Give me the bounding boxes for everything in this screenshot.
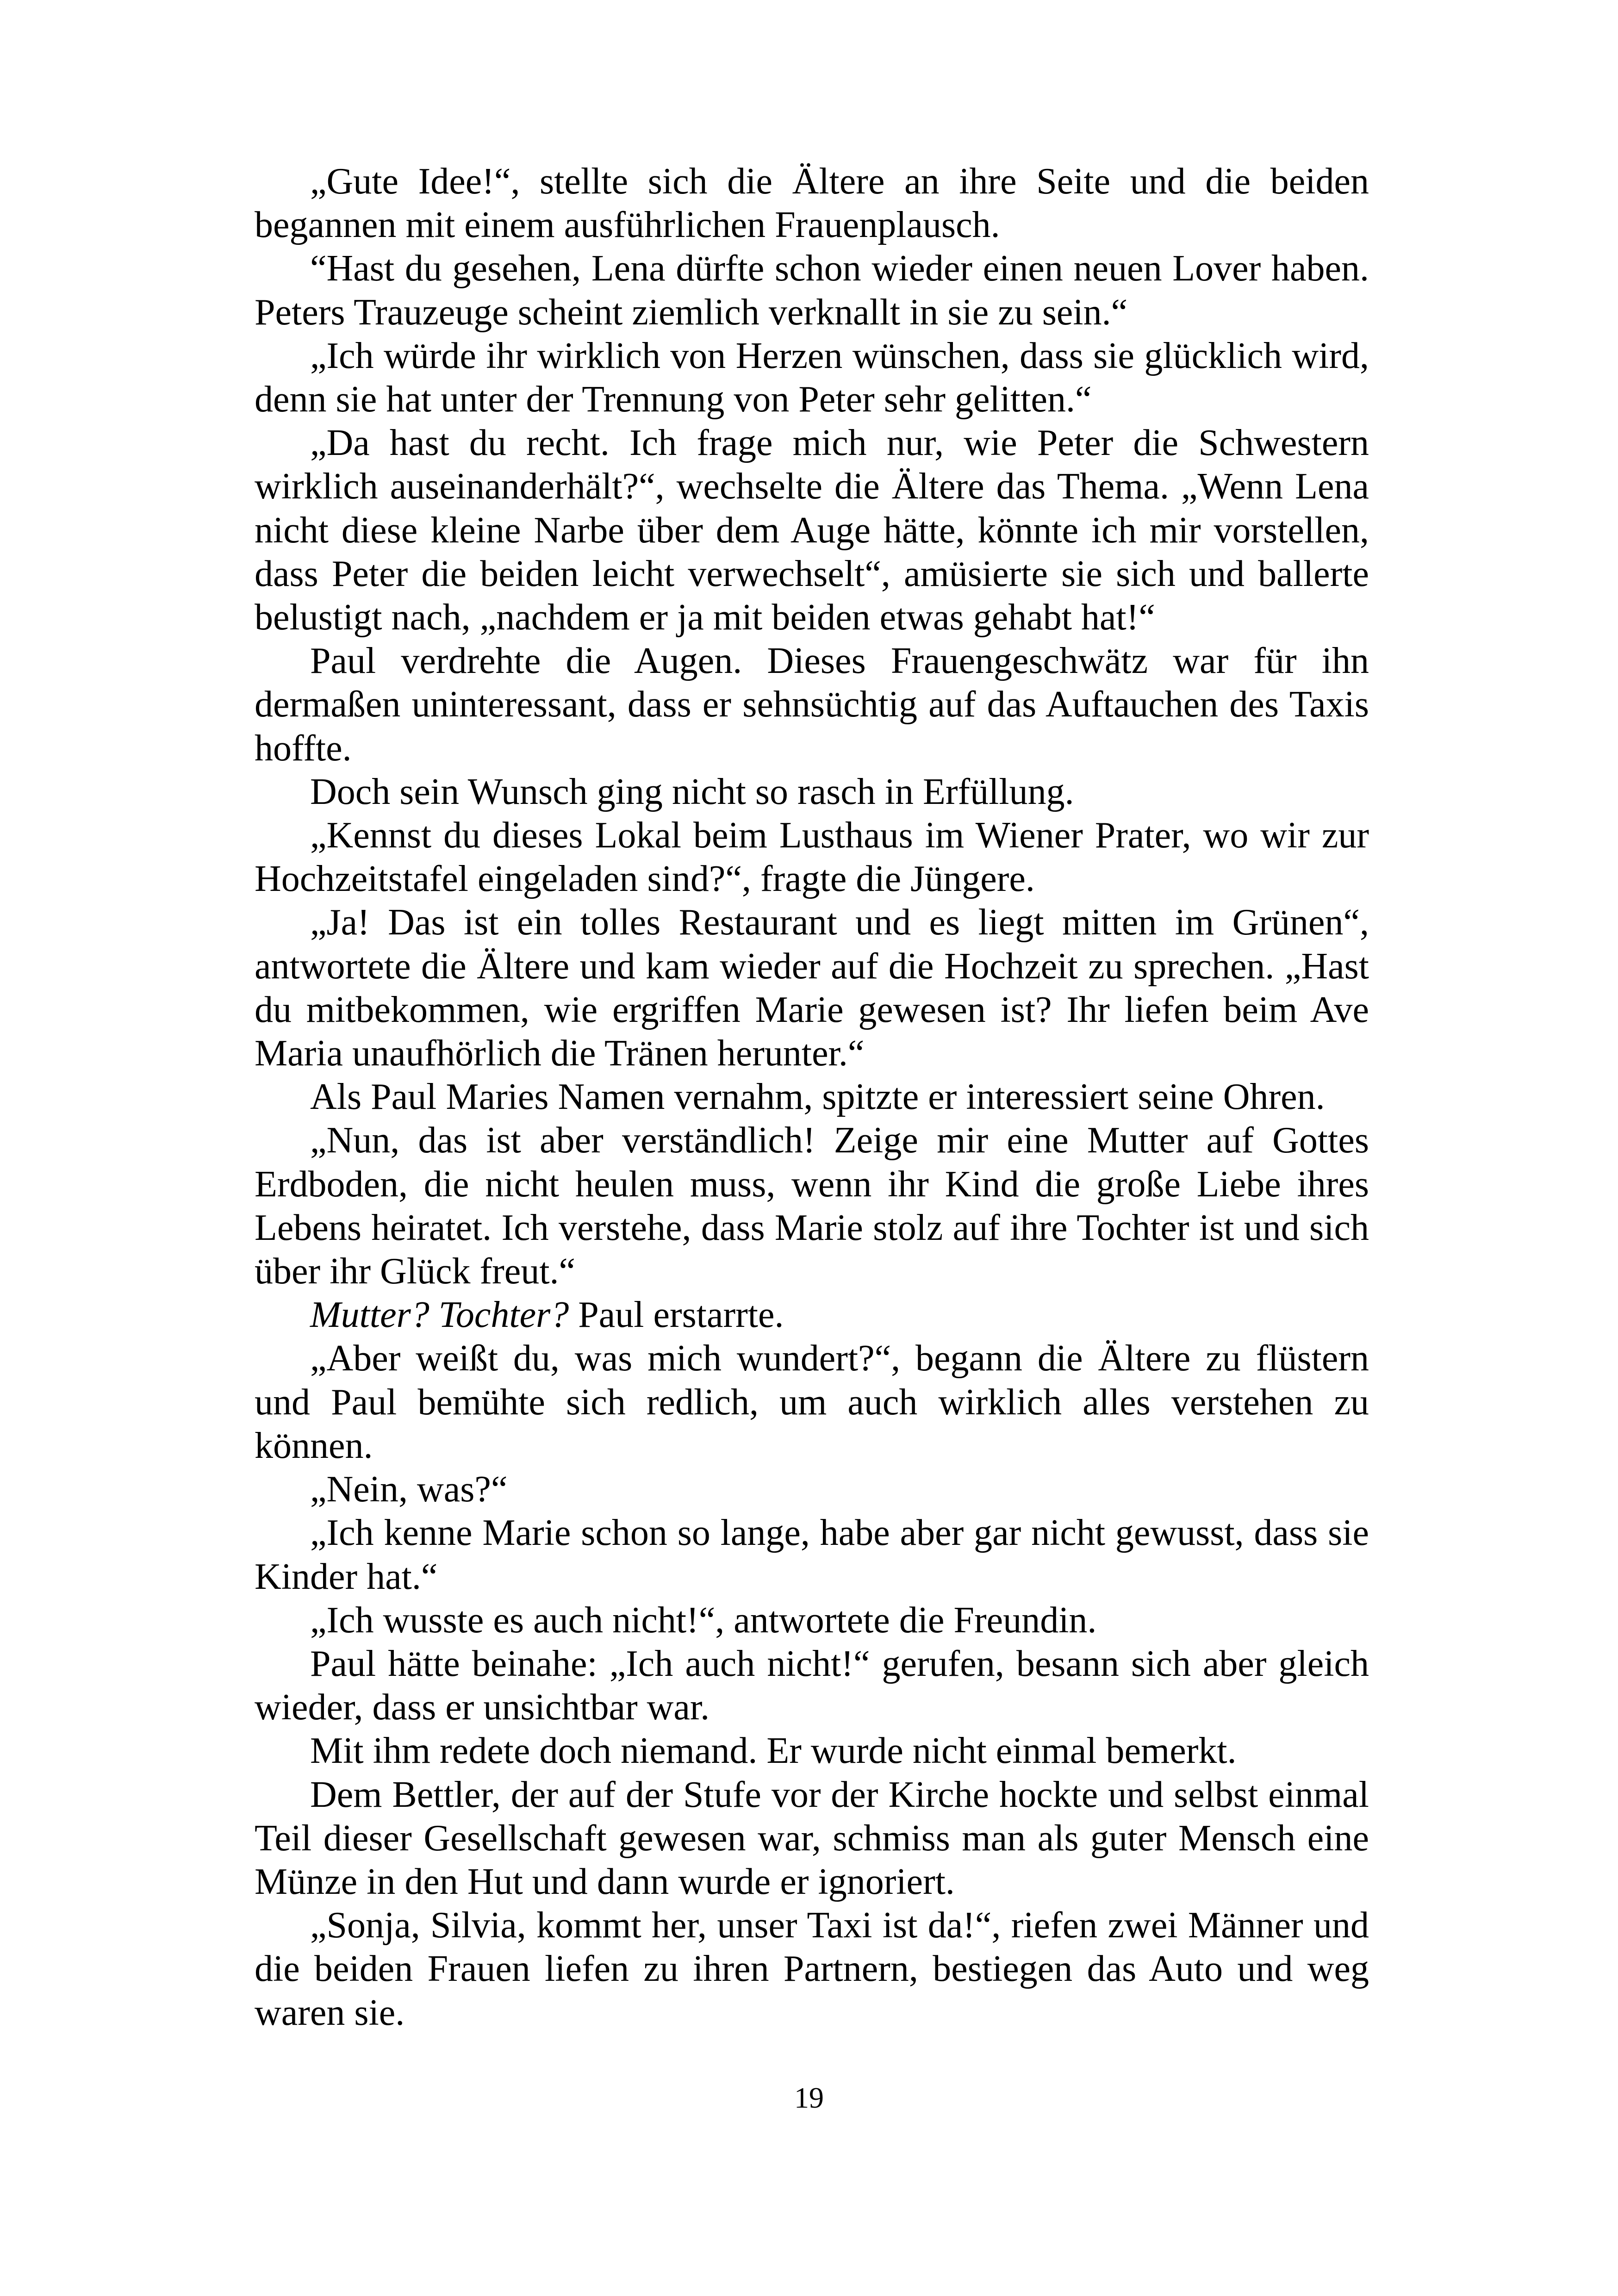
paragraph: „Nein, was?“ [310, 1469, 508, 1510]
paragraph-mixed [255, 1293, 1369, 1337]
body-text [255, 160, 1369, 2035]
paragraph-tail: Paul erstarrte. [569, 1294, 784, 1336]
paragraph: Paul hätte beinahe: „Ich auch nicht!“ gerufen, besann sich aber gleich wieder, dass er unsichtbar war. [255, 1643, 1369, 1728]
paragraph: „Aber weißt du, was mich wundert?“, begann die Ältere zu flüstern und Paul bemühte sich redlich, um auch wirklich alles verstehen zu können. [255, 1338, 1369, 1466]
paragraph: Dem Bettler, der auf der Stufe vor der Kirche hockte und selbst einmal Teil dieser Gesellschaft gewesen war, schmiss man als guter Mensch eine Münze in den Hut und dann wurde er ignoriert. [255, 1774, 1369, 1902]
paragraph: Als Paul Maries Namen vernahm, spitzte er interessiert seine Ohren. [310, 1076, 1325, 1118]
paragraph: „Sonja, Silvia, kommt her, unser Taxi ist da!“, riefen zwei Männer und die beiden Frauen liefen zu ihren Partnern, bestiegen das Auto und weg waren sie. [255, 1905, 1369, 2033]
italic-thought: Mutter? Tochter? [310, 1294, 569, 1336]
paragraph: „Nun, das ist aber verständlich! Zeige mir eine Mutter auf Gottes Erdboden, die nicht heulen muss, wenn ihr Kind die große Liebe ihres Lebens heiratet. Ich verstehe, dass Marie stolz auf ihre Tochter ist und sich über ihr Glück freut.“ [255, 1120, 1369, 1292]
paragraph: Mit ihm redete doch niemand. Er wurde nicht einmal bemerkt. [310, 1730, 1237, 1772]
paragraph: „Ich kenne Marie schon so lange, habe aber gar nicht gewusst, dass sie Kinder hat.“ [255, 1512, 1369, 1597]
paragraph: „Ja! Das ist ein tolles Restaurant und es liegt mitten im Grünen“, antwortete die Ältere und kam wieder auf die Hochzeit zu sprechen. „Hast du mitbekommen, wie ergriffen Marie gewesen ist? Ihr liefen beim Ave Maria unaufhörlich die Tränen herunter.“ [255, 902, 1369, 1074]
paragraph: „Da hast du recht. Ich frage mich nur, wie Peter die Schwestern wirklich auseinanderhält?“, wechselte die Ältere das Thema. „Wenn Lena nicht diese kleine Narbe über dem Auge hätte, könnte ich mir vorstellen, dass Peter die beiden leicht verwechselt“, amüsierte sie sich und ballerte belustigt nach, „nachdem er ja mit beiden etwas gehabt hat!“ [255, 423, 1369, 638]
paragraph: “Hast du gesehen, Lena dürfte schon wieder einen neuen Lover haben. Peters Trauzeuge scheint ziemlich verknallt in sie zu sein.“ [255, 248, 1369, 333]
paragraph: Doch sein Wunsch ging nicht so rasch in Erfüllung. [310, 771, 1074, 812]
paragraph: „Gute Idee!“, stellte sich die Ältere an ihre Seite und die beiden begannen mit einem ausführlichen Frauenplausch. [255, 161, 1369, 246]
paragraph: Paul verdrehte die Augen. Dieses Frauengeschwätz war für ihn dermaßen uninteressant, dass er sehnsüchtig auf das Auftauchen des Taxis hoffte. [255, 641, 1369, 769]
paragraph: „Ich würde ihr wirklich von Herzen wünschen, dass sie glücklich wird, denn sie hat unter der Trennung von Peter sehr gelitten.“ [255, 335, 1369, 420]
paragraph: „Ich wusste es auch nicht!“, antwortete die Freundin. [310, 1599, 1097, 1641]
page-number: 19 [794, 2081, 824, 2114]
paragraph: „Kennst du dieses Lokal beim Lusthaus im Wiener Prater, wo wir zur Hochzeitstafel eingeladen sind?“, fragte die Jüngere. [255, 815, 1369, 900]
